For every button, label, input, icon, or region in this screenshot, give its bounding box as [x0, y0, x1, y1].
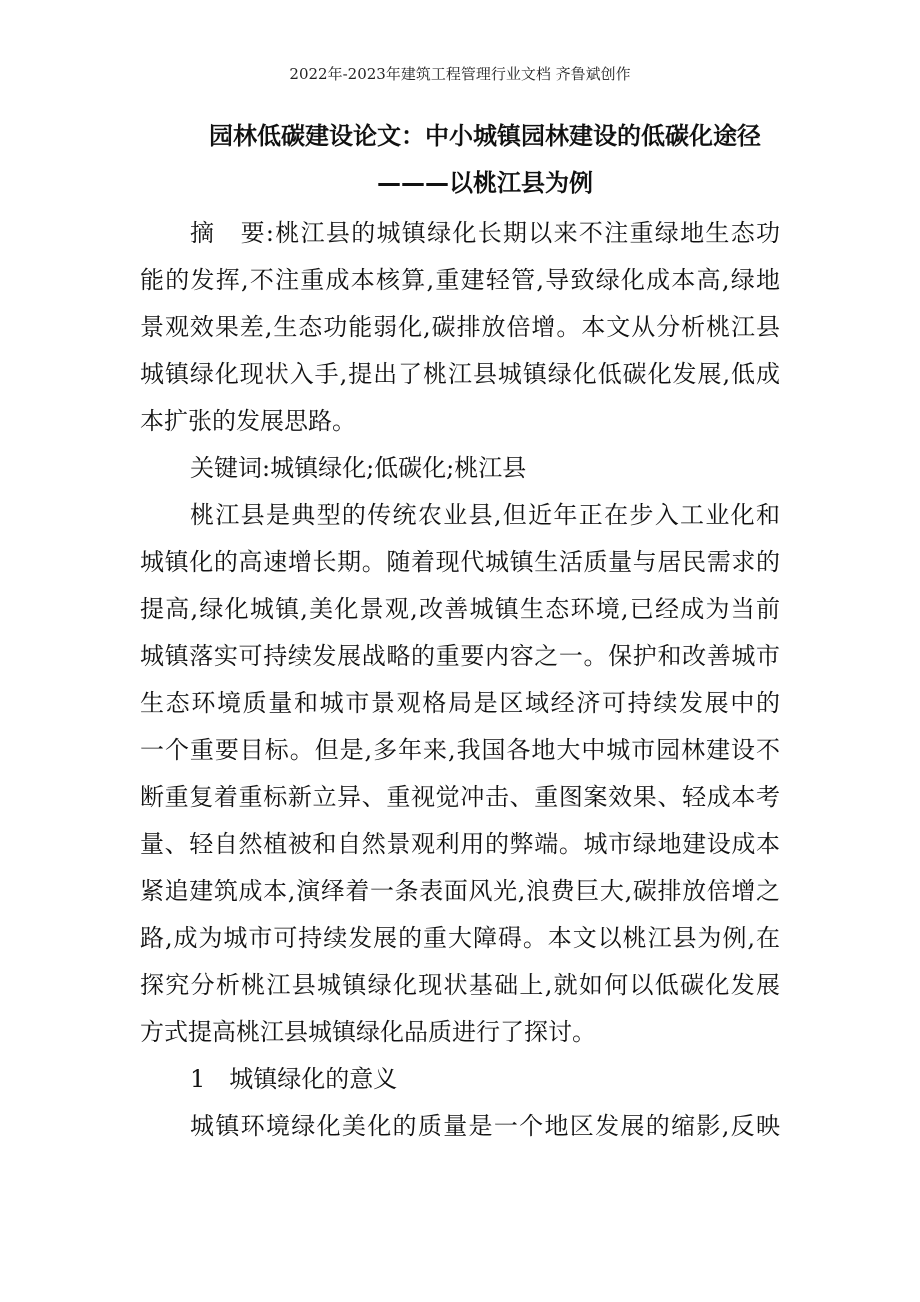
document-subtitle: ———以桃江县为例	[377, 169, 593, 197]
document-header: 2022年-2023年建筑工程管理行业文档 齐鲁斌创作	[289, 65, 631, 83]
intro-line: 路,成为城市可持续发展的重大障碍。本文以桃江县为例,在	[140, 924, 780, 952]
intro-line: 紧追建筑成本,演绎着一条表面风光,浪费巨大,碳排放倍增之	[140, 877, 780, 905]
intro-line: 量、轻自然植被和自然景观利用的弊端。城市绿地建设成本	[140, 830, 780, 858]
intro-line: 方式提高桃江县城镇绿化品质进行了探讨。	[140, 1018, 596, 1046]
intro-line: 生态环境质量和城市景观格局是区域经济可持续发展中的	[140, 689, 780, 717]
abstract-label-b: 要:	[239, 219, 274, 247]
document-body	[140, 216, 780, 1156]
intro-line: 提高,绿化城镇,美化景观,改善城镇生态环境,已经成为当前	[140, 595, 780, 623]
abstract-line: 能的发挥,不注重成本核算,重建轻管,导致绿化成本高,绿地	[140, 266, 780, 294]
keywords-line: 关键词:城镇绿化;低碳化;桃江县	[190, 454, 527, 482]
section-number: 1	[190, 1065, 206, 1093]
intro-line: 一个重要目标。但是,多年来,我国各地大中城市园林建设不	[140, 736, 780, 764]
abstract-line: 本扩张的发展思路。	[140, 407, 356, 435]
intro-line: 探究分析桃江县城镇绿化现状基础上,就如何以低碳化发展	[140, 971, 780, 999]
abstract-line: 景观效果差,生态功能弱化,碳排放倍增。本文从分析桃江县	[140, 313, 780, 341]
intro-line: 断重复着重标新立异、重视觉冲击、重图案效果、轻成本考	[140, 783, 780, 811]
abstract-text: 桃江县的城镇绿化长期以来不注重绿地生态功	[274, 219, 780, 247]
abstract-label-a: 摘	[190, 219, 216, 247]
intro-line: 桃江县是典型的传统农业县,但近年正在步入工业化和	[190, 501, 780, 529]
document-title: 园林低碳建设论文：中小城镇园林建设的低碳化途径	[209, 122, 761, 150]
abstract-line: 城镇绿化现状入手,提出了桃江县城镇绿化低碳化发展,低成	[140, 360, 780, 388]
intro-line: 城镇化的高速增长期。随着现代城镇生活质量与居民需求的	[140, 548, 780, 576]
section-heading	[140, 1062, 780, 1109]
abstract-line	[140, 216, 780, 263]
section-paragraph-line: 城镇环境绿化美化的质量是一个地区发展的缩影,反映	[190, 1112, 780, 1140]
intro-line: 城镇落实可持续发展战略的重要内容之一。保护和改善城市	[140, 642, 780, 670]
section-title: 城镇绿化的意义	[229, 1065, 398, 1093]
